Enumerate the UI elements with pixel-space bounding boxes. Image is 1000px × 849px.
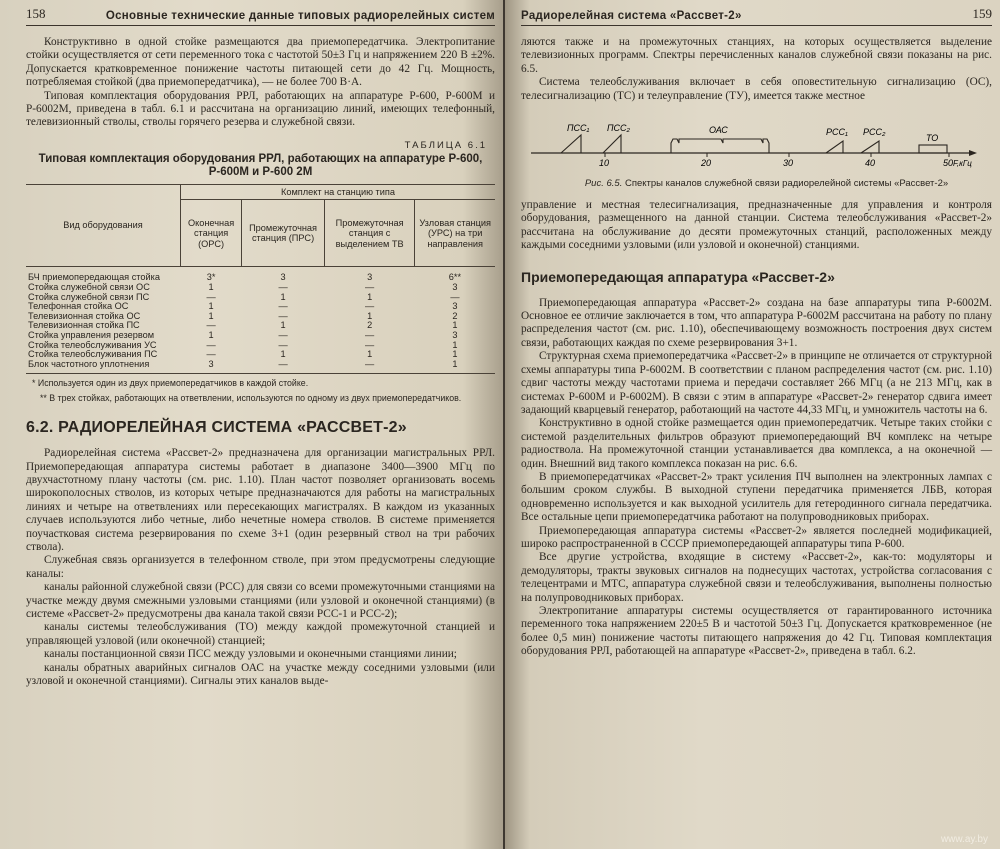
table-group-header: Комплект на станцию типа — [181, 184, 496, 200]
figure-caption — [561, 178, 972, 189]
table-row: Телевизионная стойка ПС — 1 2 1 — [28, 320, 458, 331]
paragraph: каналы районной служебной связи (РСС) для связи со всеми промежуточными станциями на участке между двумя смежными узловыми станциями (или узловой и оконечной станциями) (в системе «Рассвет-2» предусмотрены два канала такой связи РСС-1 и РСС-2); — [26, 581, 495, 620]
figure-caption-text: Спектры каналов служебной связи радиорелейной системы «Рассвет-2» — [624, 178, 949, 190]
table-row: Стойка служебной связи ОС 1 — — 3 — [28, 281, 458, 292]
paragraph: управление и местная телесигнализация, предназначенные для управления и контроля оборудования, размещенного на данной станции. Система телеобслуживания «Рассвет-2» рассчитана на обслуживание до десяти промежуточных станций, расположенных между каждыми соседними узловыми (или узловой и оконечной) станциями. — [521, 199, 992, 252]
paragraph: В приемопередатчиках «Рассвет-2» тракт усиления ПЧ выполнен на электронных лампах с большим сроком службы. В выходной ступени передатчика применяется ЛБВ, которая одновременно используется и как выходной усилитель для гетеродинного сигнала передатчика. Все остальные цепи приемопередатчика работают на полупроводниковых приборах. — [521, 470, 992, 524]
to-spectrum — [919, 145, 947, 153]
table-row: Стойка телеобслуживания УС — — — 1 — [28, 339, 458, 350]
table-row: Стойка служебной связи ПС — 1 1 — — [28, 291, 460, 302]
label-rss2: РСС₂ — [863, 127, 886, 138]
tick-label: 30 — [783, 158, 794, 169]
paragraph: Приемопередающая аппаратура системы «Рассвет-2» является последней модификацией, широко распространенной в СССР приемопередающей аппаратуры типа Р-600. — [521, 524, 992, 550]
subsection-heading: Приемопередающая аппаратура «Рассвет-2» — [521, 268, 835, 285]
table-row: Стойка телеобслуживания ПС — 1 1 1 — [28, 349, 458, 360]
left-running-title: Основные технические данные типовых радиорелейных систем — [105, 10, 495, 22]
paragraph: ляются также и на промежуточных станциях, на которых осуществляется выделение телевизионных программ. Спектры перечисленных каналов служебной связи показаны на рис. 6.5. — [521, 36, 992, 75]
right-page-number: 159 — [972, 6, 992, 21]
rss1-spectrum — [826, 141, 843, 153]
tick-label: 50 — [943, 158, 954, 169]
tick-label: 40 — [865, 158, 876, 169]
right-running-head — [521, 6, 992, 26]
left-running-head — [26, 6, 495, 26]
table-header-urs: Узловая станция (УРС) на три направления — [415, 200, 495, 267]
paragraph: Все другие устройства, входящие в систему «Рассвет-2», как-то: модуляторы и демодуляторы, тракты звуковых сигналов на поднесущих частотах, устройства согласования с телецентрами и МТС, аппаратура служебной связи и телеобслуживания, выполнены полностью на полупроводниковых приборах. — [521, 551, 992, 604]
table-caption: ТАБЛИЦА 6.1 — [404, 139, 487, 151]
pss2-spectrum — [603, 135, 621, 153]
table-row: Стойка управления резервом 1 — — 3 — [28, 329, 458, 340]
paragraph: каналы постанционной связи ПСС между узловыми и оконечными станциями линии; — [44, 648, 457, 661]
table-row: Телефонная стойка ОС 1 — — 3 — [28, 301, 458, 312]
paragraph: Служебная связь организуется в телефонном стволе, при этом предусмотрены следующие каналы: — [26, 554, 495, 580]
table-body — [26, 267, 495, 374]
watermark-text: www.ay.by — [940, 834, 988, 845]
label-oas: ОАС — [709, 125, 728, 136]
paragraph: Электропитание аппаратуры системы осуществляется от гарантированного источника переменного тока напряжением 220±5 В и частотой 50±3 Гц. Допускается кратковременное (не более 0,5 мин) понижение частоты питающего напряжения до 42 Гц. Типовая комплектация оборудования РРЛ, работающей на аппаратуре «Рассвет-2», приведена в табл. 6.2. — [521, 605, 992, 658]
paragraph: Система телеобслуживания включает в себя оповестительную сигнализацию (ОС), телесигнализацию (ТС) и телеуправление (ТУ), имеется также местное — [521, 76, 992, 102]
table-row: БЧ приемопередающая стойка 3* 3 3 6** — [28, 272, 462, 283]
paragraph: Приемопередающая аппаратура «Рассвет-2» создана на базе аппаратуры типа Р-6002М. Основное ее отличие заключается в том, что аппаратура Р-6002М рассчитана на работу по плану распределения частот (см. рис. 1.10), обеспечивающему возможность построения двух систем связи, работающих каждая по схеме резервирования 3+1. — [521, 296, 992, 349]
table-footnote: ** В трех стойках, работающих на ответвлении, используются по одному из двух приемопередатчиков. — [40, 392, 462, 403]
tick-label: 10 — [599, 158, 610, 169]
paragraph: Конструктивно в одной стойке размещается один приемопередатчик. Четыре таких стойки с системой разделительных фильтров образуют приемопередающий ВЧ комплекс на четыре радиоствола. На промежуточной станции устанавливается два комплекса, а на оконечной — один. Внешний вид такого комплекса показан на рис. 6.6. — [521, 417, 992, 470]
spectrum-figure — [521, 109, 992, 189]
table-row: Блок частотного уплотнения 3 — — 1 — [26, 360, 495, 374]
paragraph: Структурная схема приемопередатчика «Рассвет-2» в принципе не отличается от структурной схемы аппаратуры типа Р-6002М. В соответствии с планом распределения частот (см. рис. 1.10) сдвиг частоты между частотами приема и передачи составляет 266 МГц (а не 213 МГц, как в системах Р-600М и Р-6002М). В связи с этим в аппаратуре «Рассвет-2» генератор сдвига имеет задающий кварцевый генератор, работающий на частоте 44,33 МГц, и умножитель частоты на 6. — [521, 350, 992, 416]
table-header-equipment: Вид оборудования — [26, 184, 181, 267]
paragraph: Типовая комплектация оборудования РРЛ, работающих на аппаратуре Р-600, Р-600М и Р-6002М, приведена в табл. 6.1 и рассчитана на организацию линий, имеющих телефонный, телевизионный стволы, стволы горячего резерва и служебной связи. — [26, 89, 495, 129]
table-header-prs-tv: Промежуточная станция с выделением ТВ — [324, 200, 414, 267]
rss2-spectrum — [861, 141, 879, 153]
spectrum-diagram — [521, 109, 981, 171]
table-header-ors: Оконечная станция (ОРС) — [181, 200, 242, 267]
table-header-prs: Промежуточная станция (ПРС) — [242, 200, 325, 267]
pss1-spectrum — [561, 135, 581, 153]
label-to: ТО — [926, 133, 939, 144]
right-page — [505, 0, 1000, 849]
paragraph: каналы обратных аварийных сигналов ОАС на участке между соседними узловыми (или узловой и оконечной станциями). Сигналы этих каналов выде- — [26, 661, 495, 687]
table-title: Типовая комплектация оборудования РРЛ, работающих на аппаратуре Р-600, Р-600М и Р-600 2М — [38, 152, 483, 179]
table-row: Телевизионная стойка ОС 1 — 1 2 — [28, 310, 458, 321]
tick-label: 20 — [701, 158, 712, 169]
label-rss1: РСС₁ — [826, 127, 848, 138]
paragraph: Радиорелейная система «Рассвет-2» предназначена для организации магистральных РРЛ. Приемопередающая аппаратура системы работает в диапазоне 3400—3900 МГц по двухчастотному плану частоты (см. рис. 1.10). План частот позволяет организовать восемь широкополосных стволов, из которых четыре предназначаются для работы на магистральных линиях и четыре на ответвлениях или пересекающих магистралях. В каждом из указанных случаев используются либо четные, либо нечетные номера стволов. В системе применяется поучастковая система резервирования по схеме 3+1 (один резервный ствол на три рабочих ствола). — [26, 447, 495, 553]
right-running-title: Радиорелейная система «Рассвет-2» — [521, 10, 742, 22]
paragraph: Конструктивно в одной стойке размещаются два приемопередатчика. Электропитание стойки осуществляется от сети переменного тока с частотой 50±3 Гц и напряжением 220 В ±2%. Допускается кратковременное понижение частоты питающей сети до 42 Гц. Мощность, потребляемая стойкой (два приемопередатчика), — не более 700 В·А. — [26, 36, 495, 89]
left-page-number: 158 — [26, 6, 46, 21]
paragraph: каналы системы телеобслуживания (ТО) между каждой промежуточной станцией и управляющей узловой (или оконечной) станцией; — [26, 621, 495, 647]
oas-spectrum — [671, 139, 769, 153]
axis-unit-label: F,кГц — [953, 159, 972, 169]
section-heading: 6.2. РАДИОРЕЛЕЙНАЯ СИСТЕМА «РАССВЕТ-2» — [26, 419, 407, 437]
label-pss1: ПСС₁ — [567, 123, 590, 134]
equipment-table — [26, 184, 495, 374]
table-footnote: * Используется один из двух приемопередатчиков в каждой стойке. — [32, 378, 309, 389]
label-pss2: ПСС₂ — [607, 123, 630, 134]
figure-number: Рис. 6.5. — [584, 178, 623, 190]
axis-arrow-icon — [969, 150, 977, 156]
